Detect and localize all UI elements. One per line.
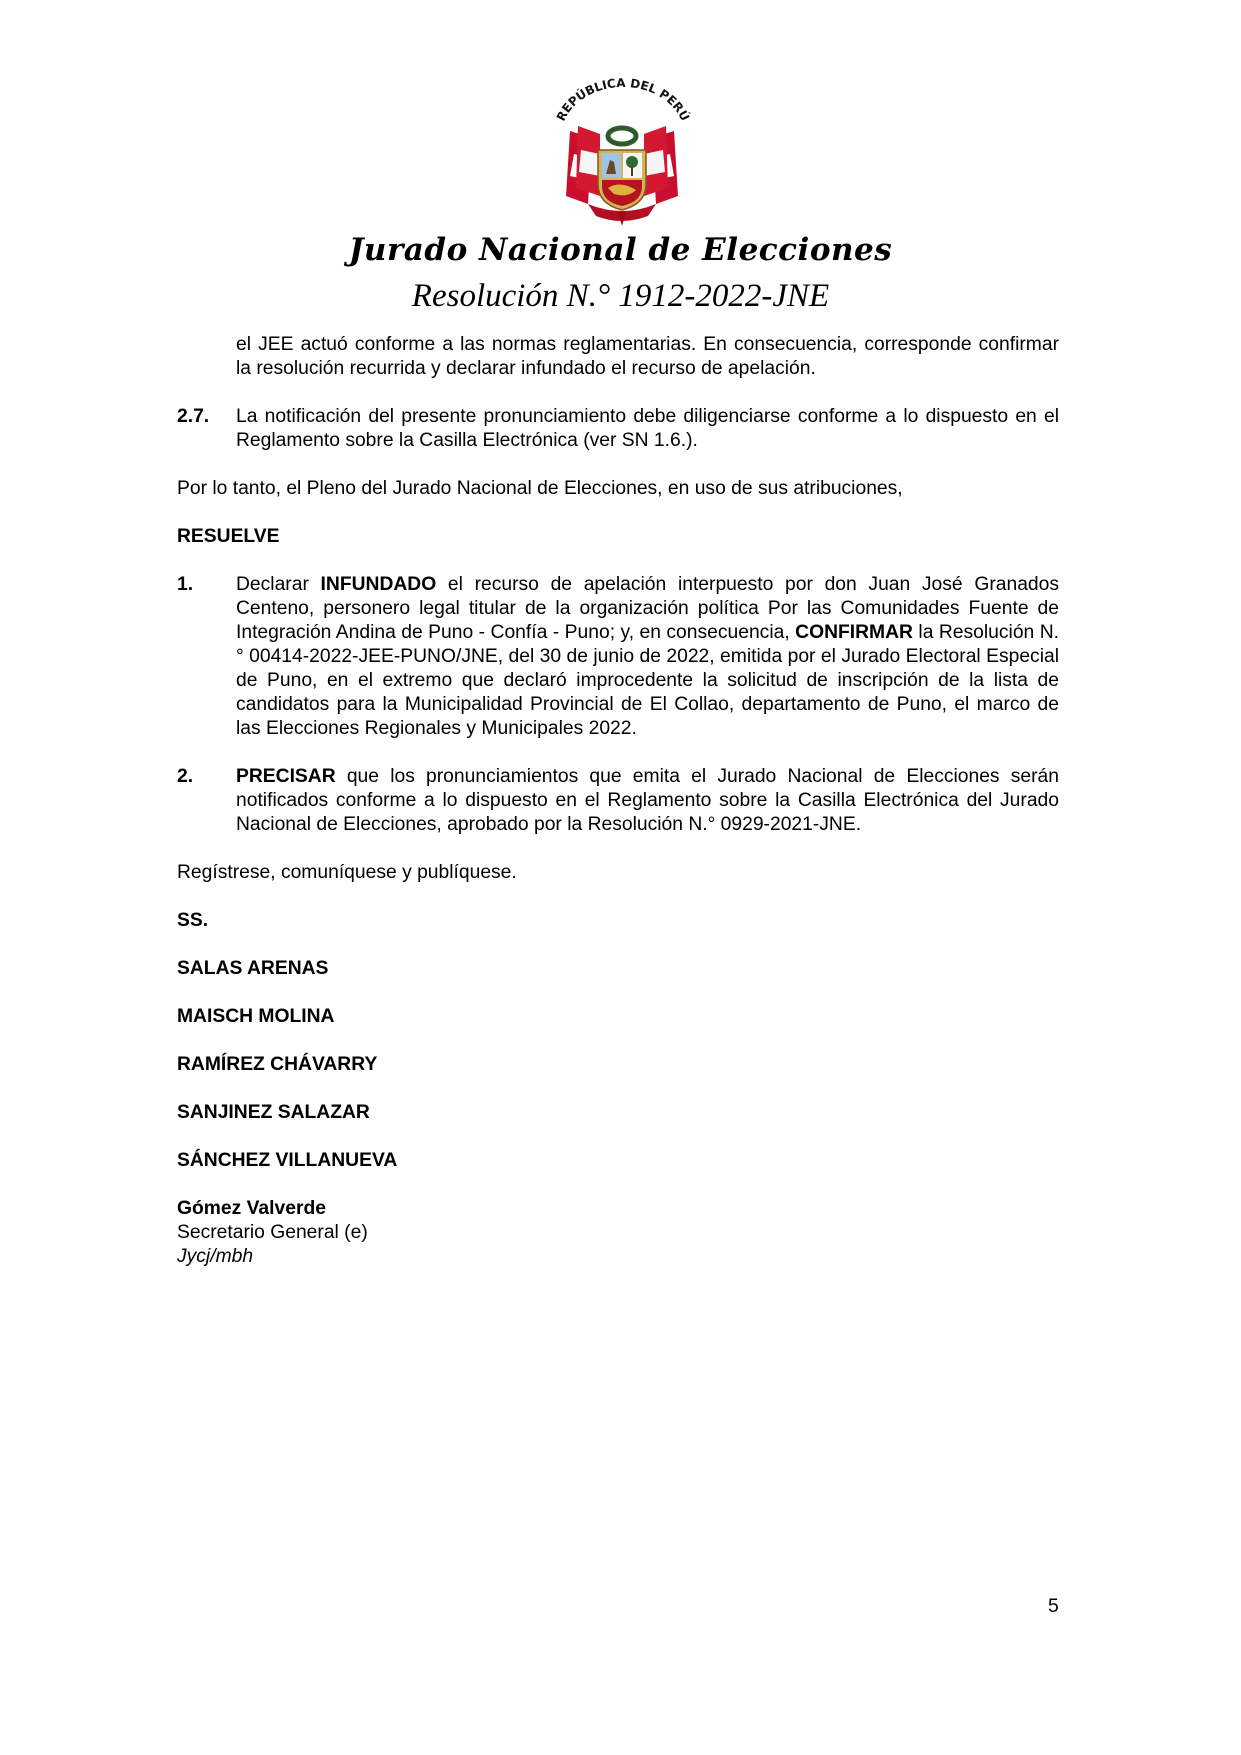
ss-label: SS. — [177, 910, 209, 931]
institution-name: Jurado Nacional de Elecciones — [348, 232, 893, 268]
signatory-name: SANJINEZ SALAZAR — [177, 1102, 370, 1123]
resolution-1-part: el recurso de apelación interpuesto por don Juan José Granados Centeno, personero legal titular de la organización política Por las Comunidades Fuente de Integración Andina de Puno - Confía - Puno; y, en consecuencia, — [236, 574, 1060, 643]
closing-formula: Regístrese, comuníquese y publíquese. — [177, 862, 517, 883]
resolution-2-verdict: PRECISAR — [236, 766, 336, 787]
document-initials: Jycj/mbh — [177, 1246, 254, 1267]
page-number: 5 — [1048, 1596, 1059, 1617]
resolves-heading: RESUELVE — [177, 526, 280, 547]
section-number: 2.7. — [177, 406, 210, 427]
resolution-1-part: la Resolución N.° 00414-2022-JEE-PUNO/JNE, del 30 de junio de 2022, emitida por el Jurado Electoral Especial de Puno, en el extremo que declaró improcedente la solicitud de inscripción de la lista de candidatos para la Municipalidad Provincial de El Collao, departamento de Puno, el marco de las Elecciones Regionales y Municipales 2022. — [236, 622, 1060, 739]
secretary-title: Secretario General (e) — [177, 1222, 368, 1243]
emblem-caption: REPÚBLICA DEL PERÚ — [553, 76, 693, 124]
svg-text:REPÚBLICA DEL PERÚ — [554, 76, 693, 123]
signatory-name: RAMÍREZ CHÁVARRY — [177, 1054, 378, 1075]
resolution-title: Resolución N.° 1912-2022-JNE — [411, 278, 830, 314]
resolution-1-confirm: CONFIRMAR — [795, 622, 913, 643]
signatory-name: SÁNCHEZ VILLANUEVA — [177, 1150, 398, 1171]
continuation-paragraph: el JEE actuó conforme a las normas reglamentarias. En consecuencia, corresponde confirmar la resolución recurrida y declarar infundado el recurso de apelación. — [236, 334, 1059, 379]
preamble-paragraph: Por lo tanto, el Pleno del Jurado Nacional de Elecciones, en uso de sus atribuciones, — [177, 478, 903, 499]
resolution-1-part: Declarar — [236, 574, 321, 595]
secretary-name: Gómez Valverde — [177, 1198, 326, 1219]
resolution-number: 1. — [177, 574, 194, 595]
signatory-name: SALAS ARENAS — [177, 958, 329, 979]
resolution-1-text — [236, 573, 1059, 741]
resolution-number: 2. — [177, 766, 194, 787]
resolution-2-part: que los pronunciamientos que emita el Jurado Nacional de Elecciones serán notificados conforme a lo dispuesto en el Reglamento sobre la Casilla Electrónica del Jurado Nacional de Elecciones, aprobado por la Resolución N.° 0929-2021-JNE. — [236, 766, 1059, 835]
signatory-name: MAISCH MOLINA — [177, 1006, 335, 1027]
resolution-2-text — [236, 765, 1059, 837]
section-2-7-text: La notificación del presente pronunciamiento debe diligenciarse conforme a lo dispuesto en el Reglamento sobre la Casilla Electrónica (ver SN 1.6.). — [236, 406, 1059, 451]
resolution-1-verdict: INFUNDADO — [320, 574, 437, 595]
peru-coat-of-arms-icon — [548, 76, 696, 226]
